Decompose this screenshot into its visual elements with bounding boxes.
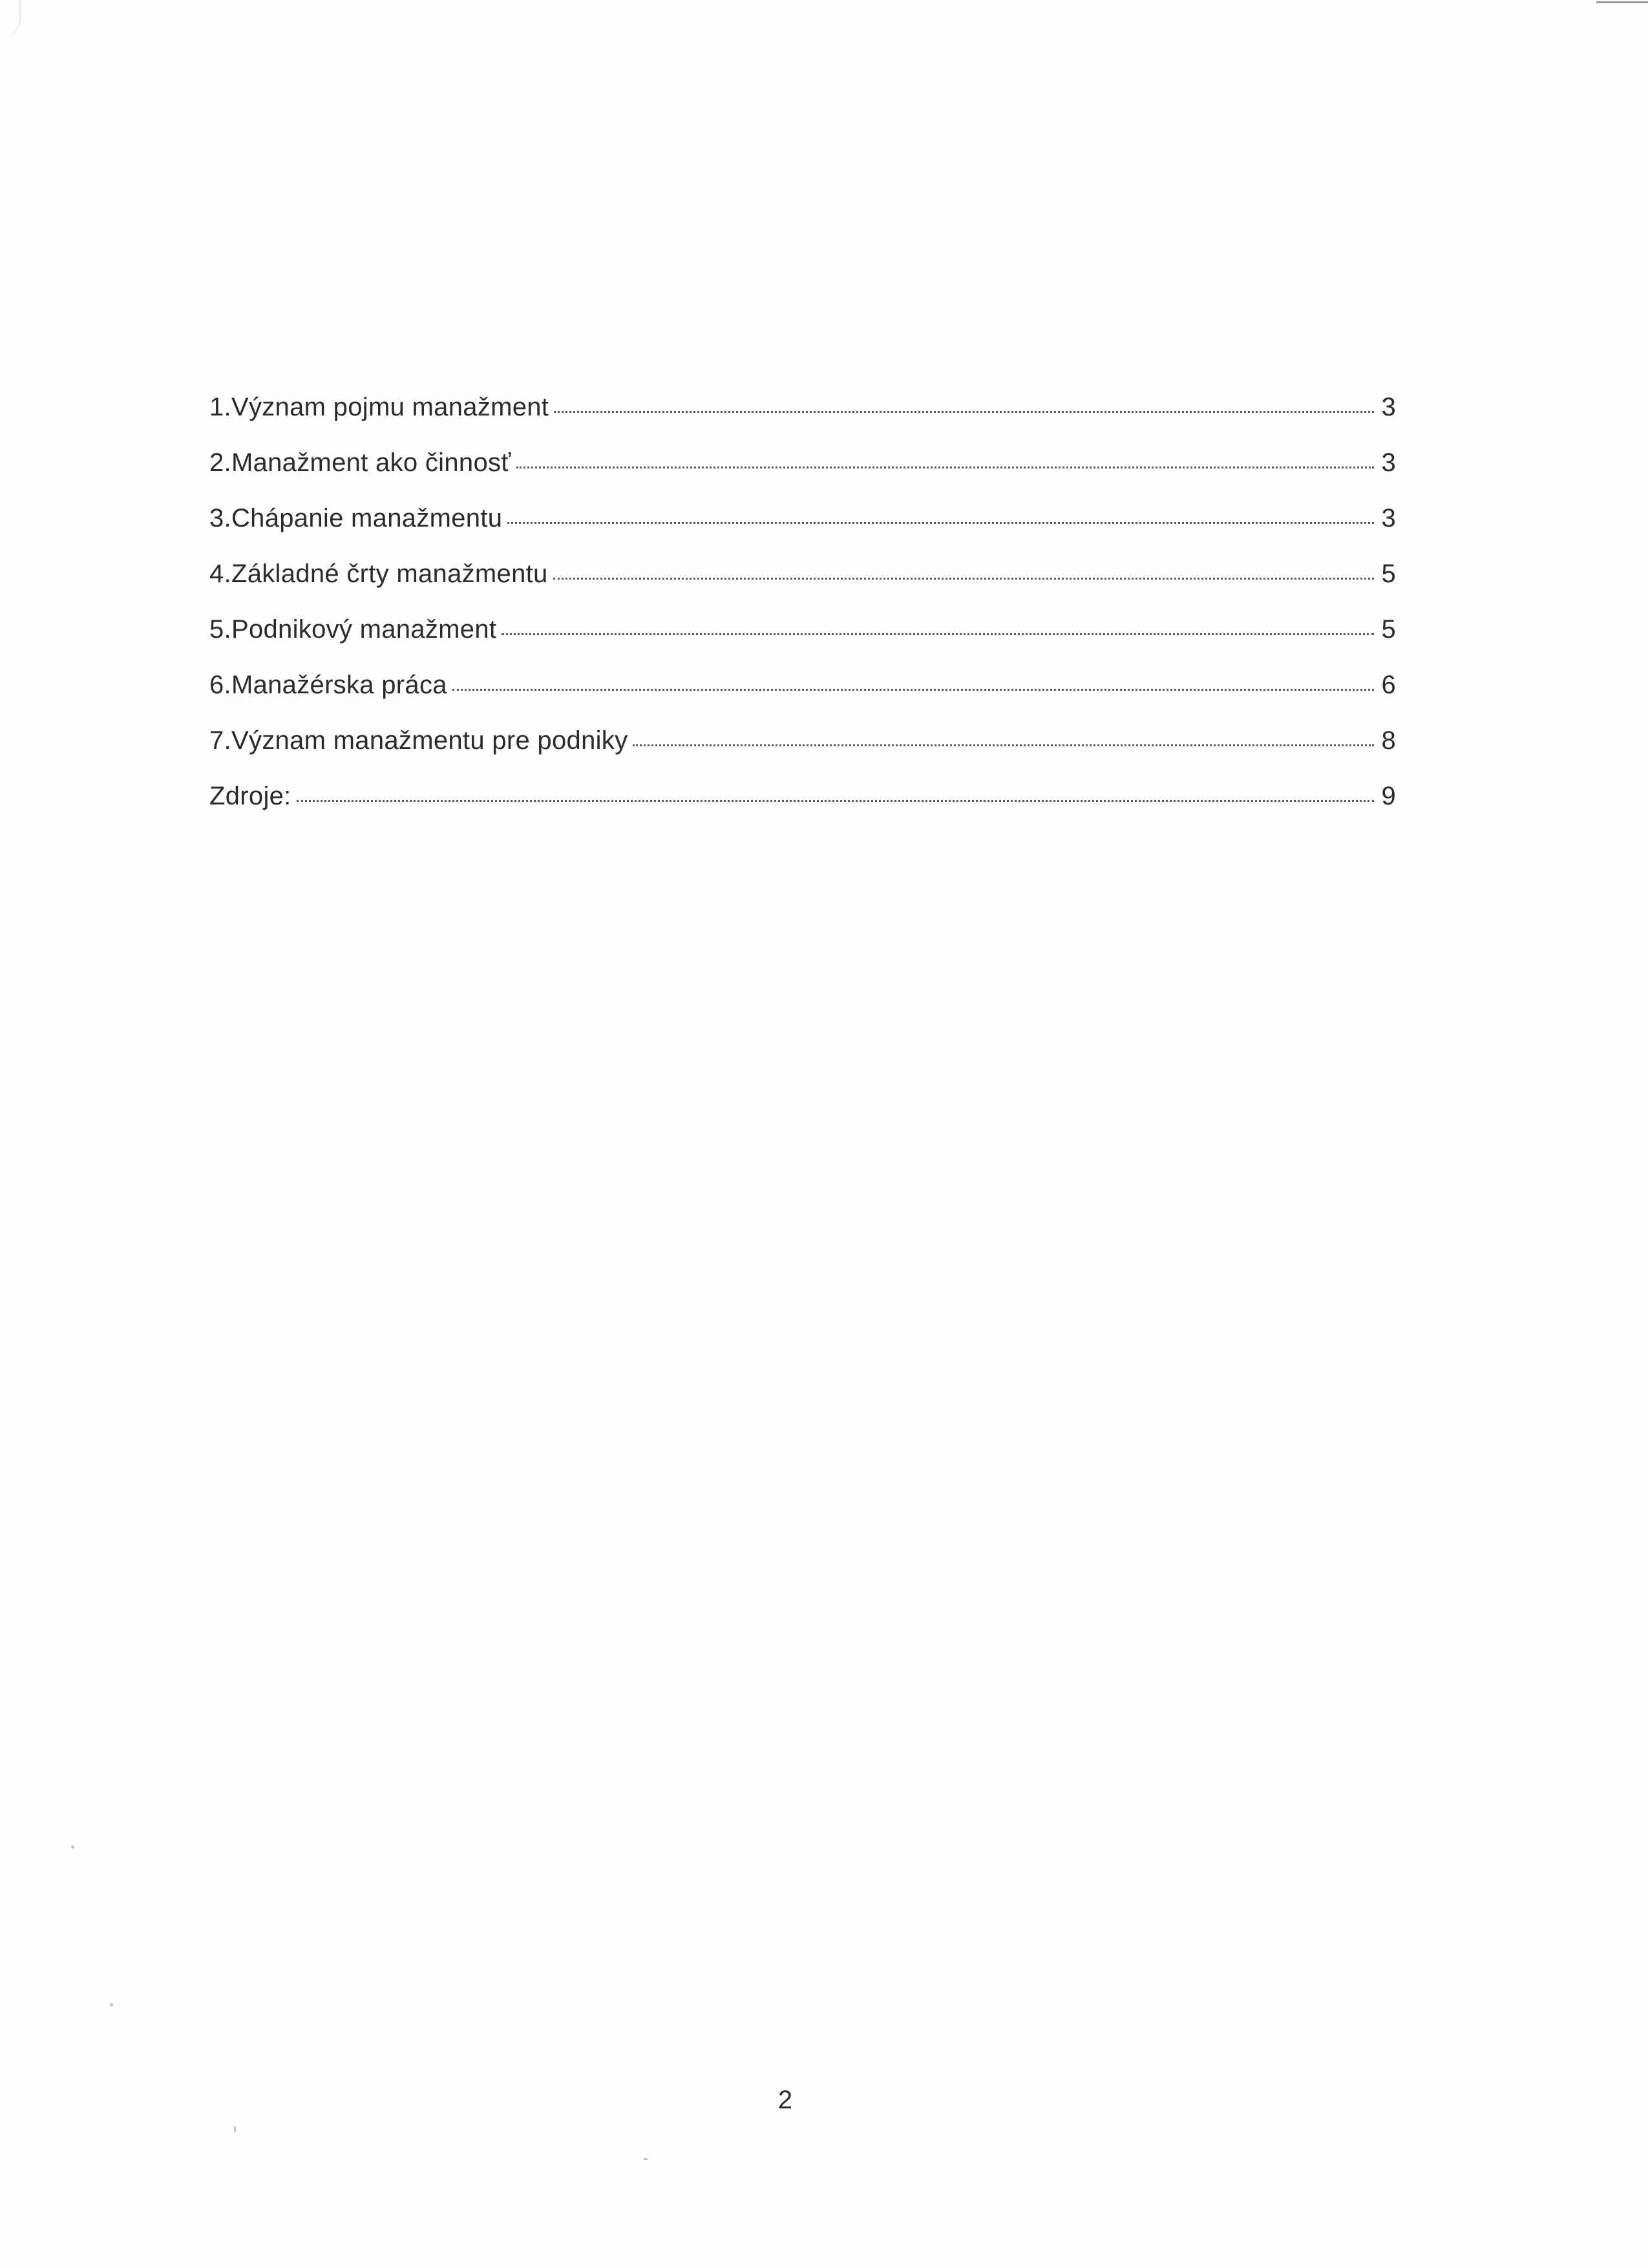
page-number: 2: [777, 2086, 793, 2114]
toc-dot-leader: [633, 744, 1374, 746]
toc-entry[interactable]: [209, 394, 1396, 450]
toc-entry[interactable]: [209, 672, 1396, 728]
toc-entry-page: 3: [1381, 504, 1396, 532]
toc-entry-page: 3: [1381, 448, 1396, 477]
toc-dot-leader: [297, 800, 1374, 802]
toc-entry[interactable]: [209, 783, 1396, 839]
scan-speck: [71, 1845, 74, 1849]
toc-entry[interactable]: [209, 728, 1396, 783]
toc-dot-leader: [452, 689, 1374, 691]
toc-entry[interactable]: [209, 616, 1396, 672]
toc-entry-title: 3.Chápanie manažmentu: [209, 504, 503, 532]
toc-dot-leader: [502, 633, 1374, 635]
toc-entry-page: 8: [1381, 726, 1396, 755]
toc-entry[interactable]: [209, 561, 1396, 616]
toc-dot-leader: [516, 467, 1374, 468]
toc-entry[interactable]: [209, 450, 1396, 505]
toc-entry-title: 2.Manažment ako činnosť: [209, 448, 511, 477]
toc-entry[interactable]: [209, 505, 1396, 561]
toc-entry-title: 4.Základné črty manažmentu: [209, 560, 548, 588]
toc-dot-leader: [553, 578, 1374, 580]
toc-entry-title: 7.Význam manažmentu pre podniky: [209, 726, 628, 755]
scan-edge-line: [1596, 1, 1648, 3]
scan-edge-mark: [0, 0, 21, 39]
toc-entry-title: 6.Manažérska práca: [209, 671, 447, 699]
scan-speck: [234, 2126, 236, 2132]
toc-entry-page: 5: [1381, 560, 1396, 588]
toc-entry-title: 1.Význam pojmu manažment: [209, 393, 549, 421]
toc-entry-title: Zdroje:: [209, 782, 291, 810]
toc-dot-leader: [507, 522, 1374, 524]
toc-dot-leader: [554, 411, 1374, 413]
toc-entry-page: 6: [1381, 671, 1396, 699]
toc-entry-page: 5: [1381, 615, 1396, 644]
scan-speck: [643, 2158, 648, 2160]
toc-entry-title: 5.Podnikový manažment: [209, 615, 497, 644]
toc-entry-page: 3: [1381, 393, 1396, 421]
table-of-contents: [209, 394, 1396, 839]
scan-speck: [110, 2003, 113, 2006]
toc-entry-page: 9: [1381, 782, 1396, 810]
